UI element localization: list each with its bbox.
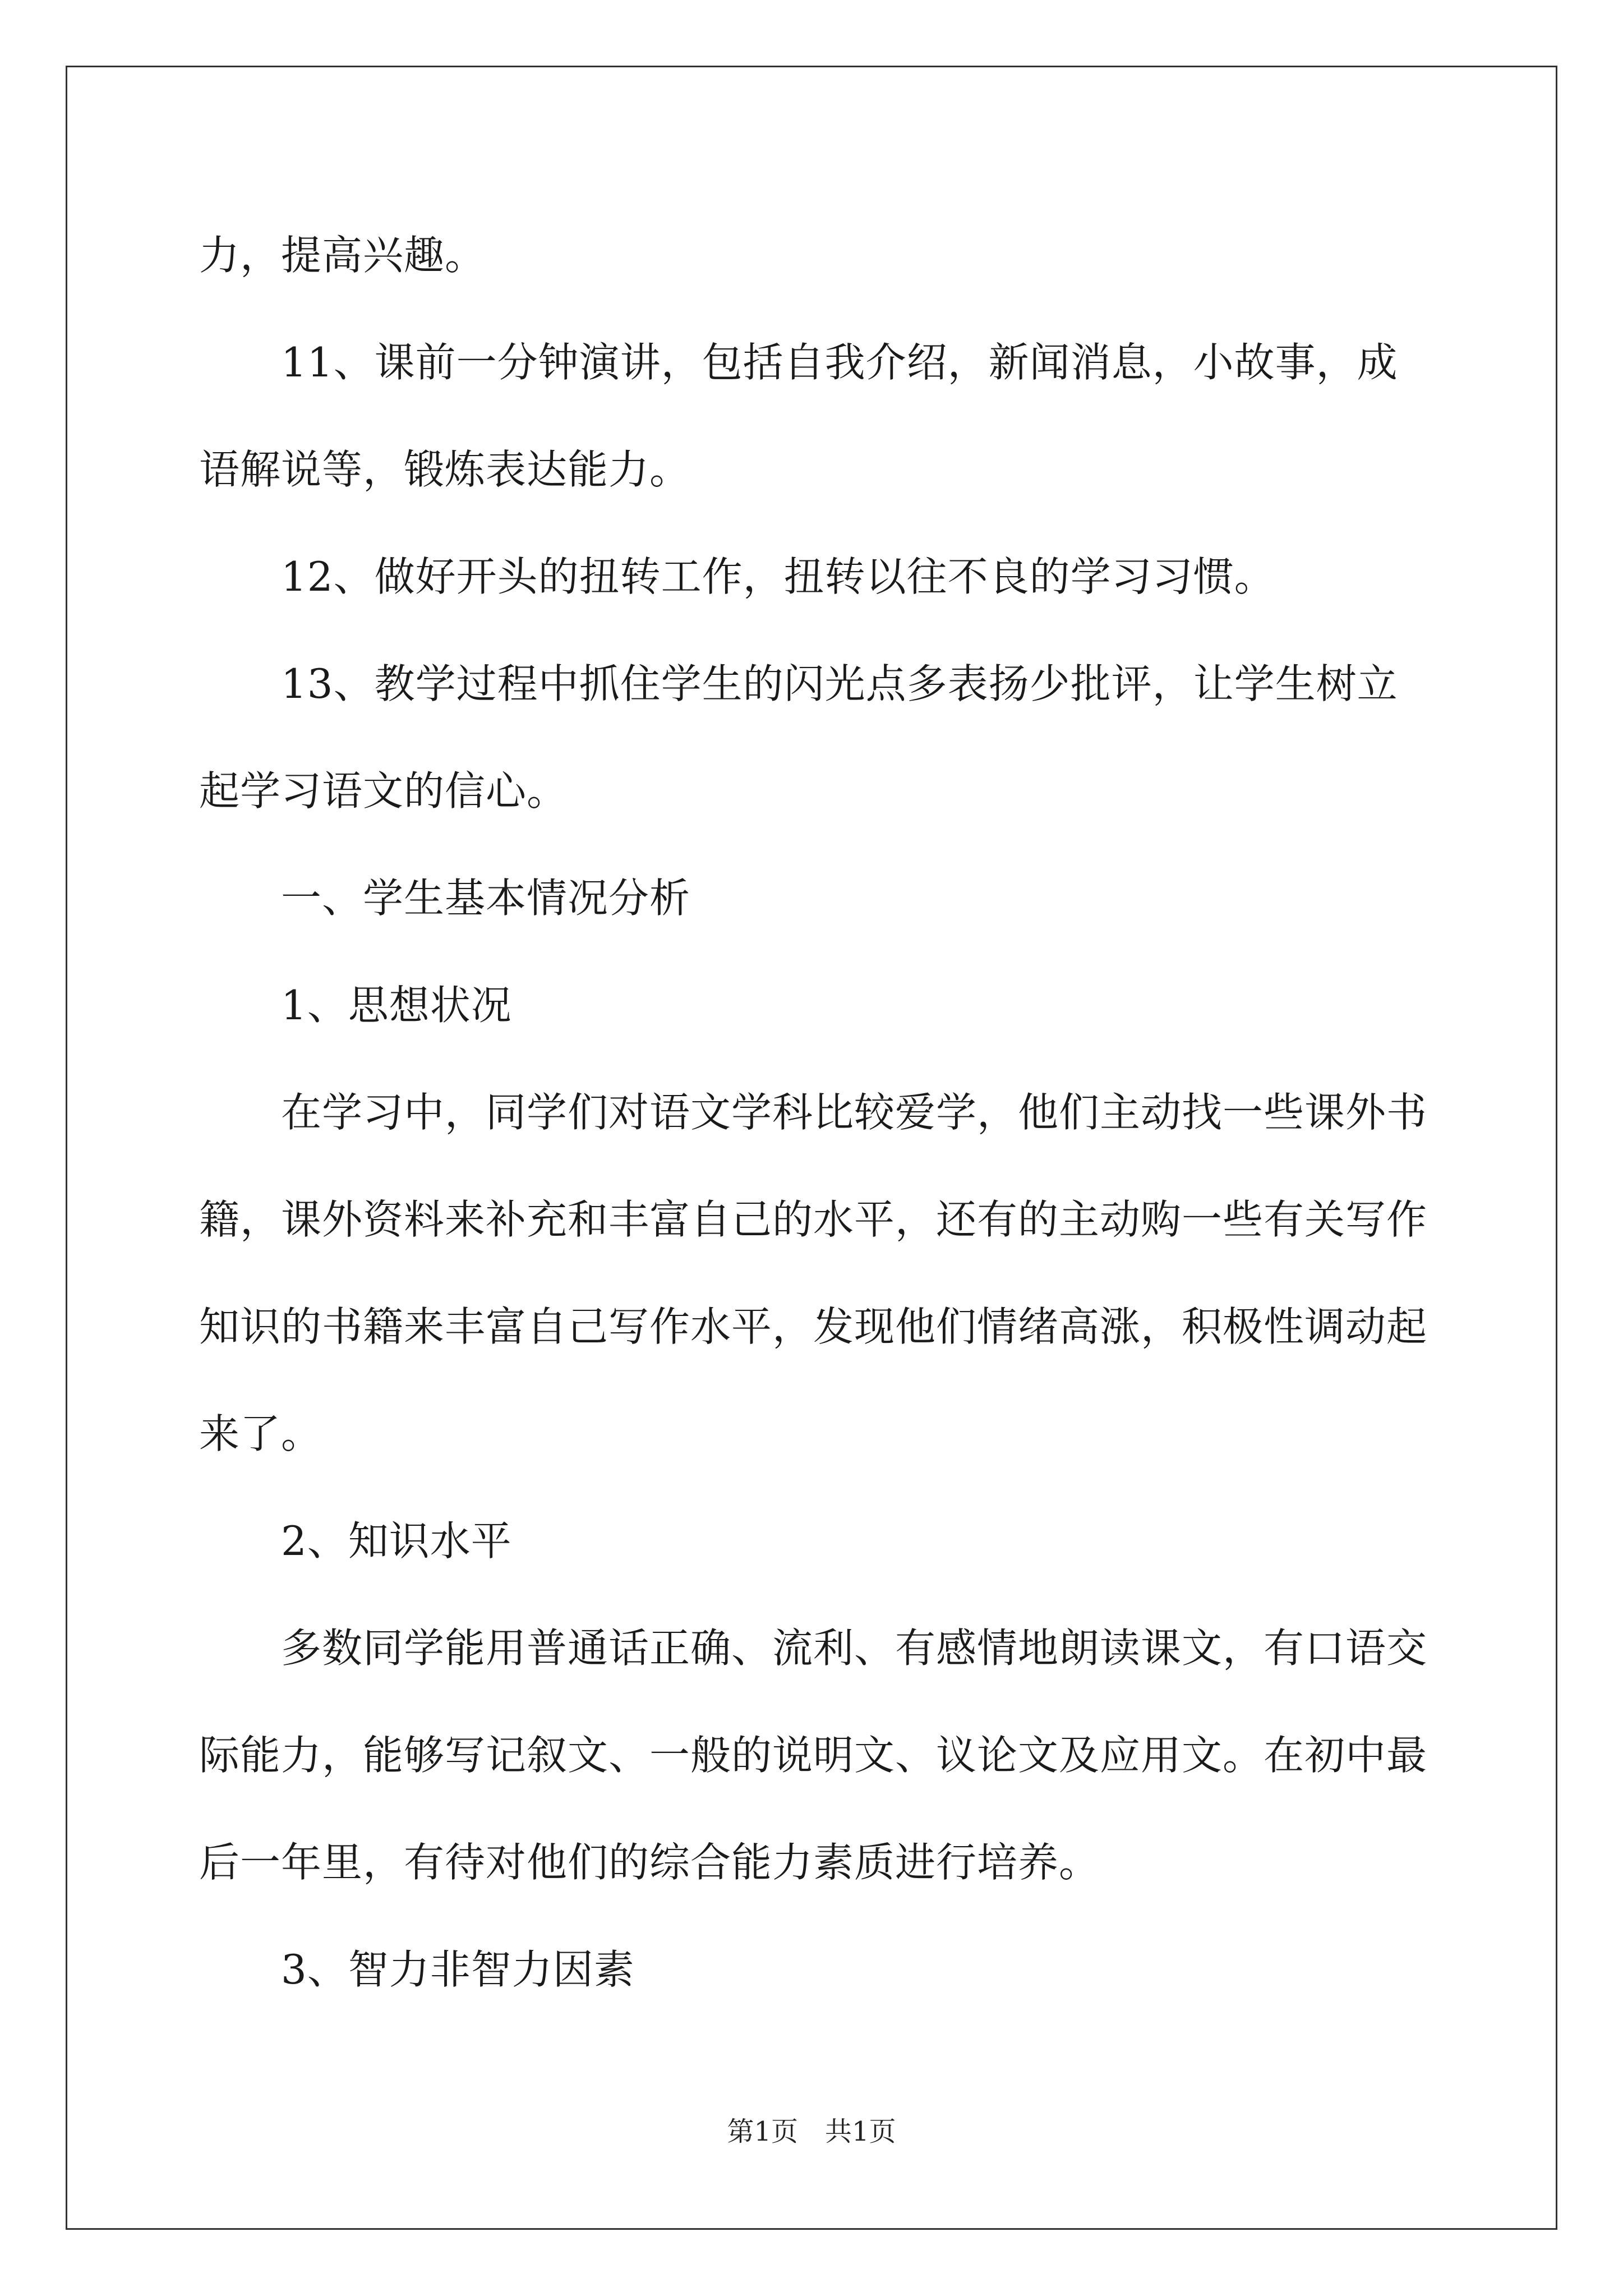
subheading-thought: 1、思想状况 [199,982,512,1029]
paragraph-item-11: 11、课前一分钟演讲，包括自我介绍，新闻消息，小故事，成语解说等，锻炼表达能力。 [199,339,1398,493]
subheading-knowledge: 2、知识水平 [199,1517,512,1565]
subheading-intelligence: 3、智力非智力因素 [199,1946,635,1993]
document-body [199,202,1427,2023]
paragraph-knowledge: 多数同学能用普通话正确、流利、有感情地朗读课文，有口语交际能力，能够写记叙文、一般的说明文、议论文及应用文。在初中最后一年里，有待对他们的综合能力素质进行培养。 [199,1625,1428,1886]
paragraph-item-12: 12、做好开头的扭转工作，扭转以往不良的学习习惯。 [199,553,1275,600]
section-heading: 一、学生基本情况分析 [199,875,691,922]
page-footer: 第1页 共1页 [727,2116,896,2147]
paragraph-thought: 在学习中，同学们对语文学科比较爱学，他们主动找一些课外书籍，课外资料来补充和丰富自己的水平，还有的主动购一些有关写作知识的书籍来丰富自己写作水平，发现他们情绪高涨，积极性调动起来了。 [199,1089,1428,1457]
paragraph-item-13: 13、教学过程中抓住学生的闪光点多表扬少批评，让学生树立起学习语文的信心。 [199,660,1398,815]
paragraph-continuation: 力，提高兴趣。 [199,232,486,279]
